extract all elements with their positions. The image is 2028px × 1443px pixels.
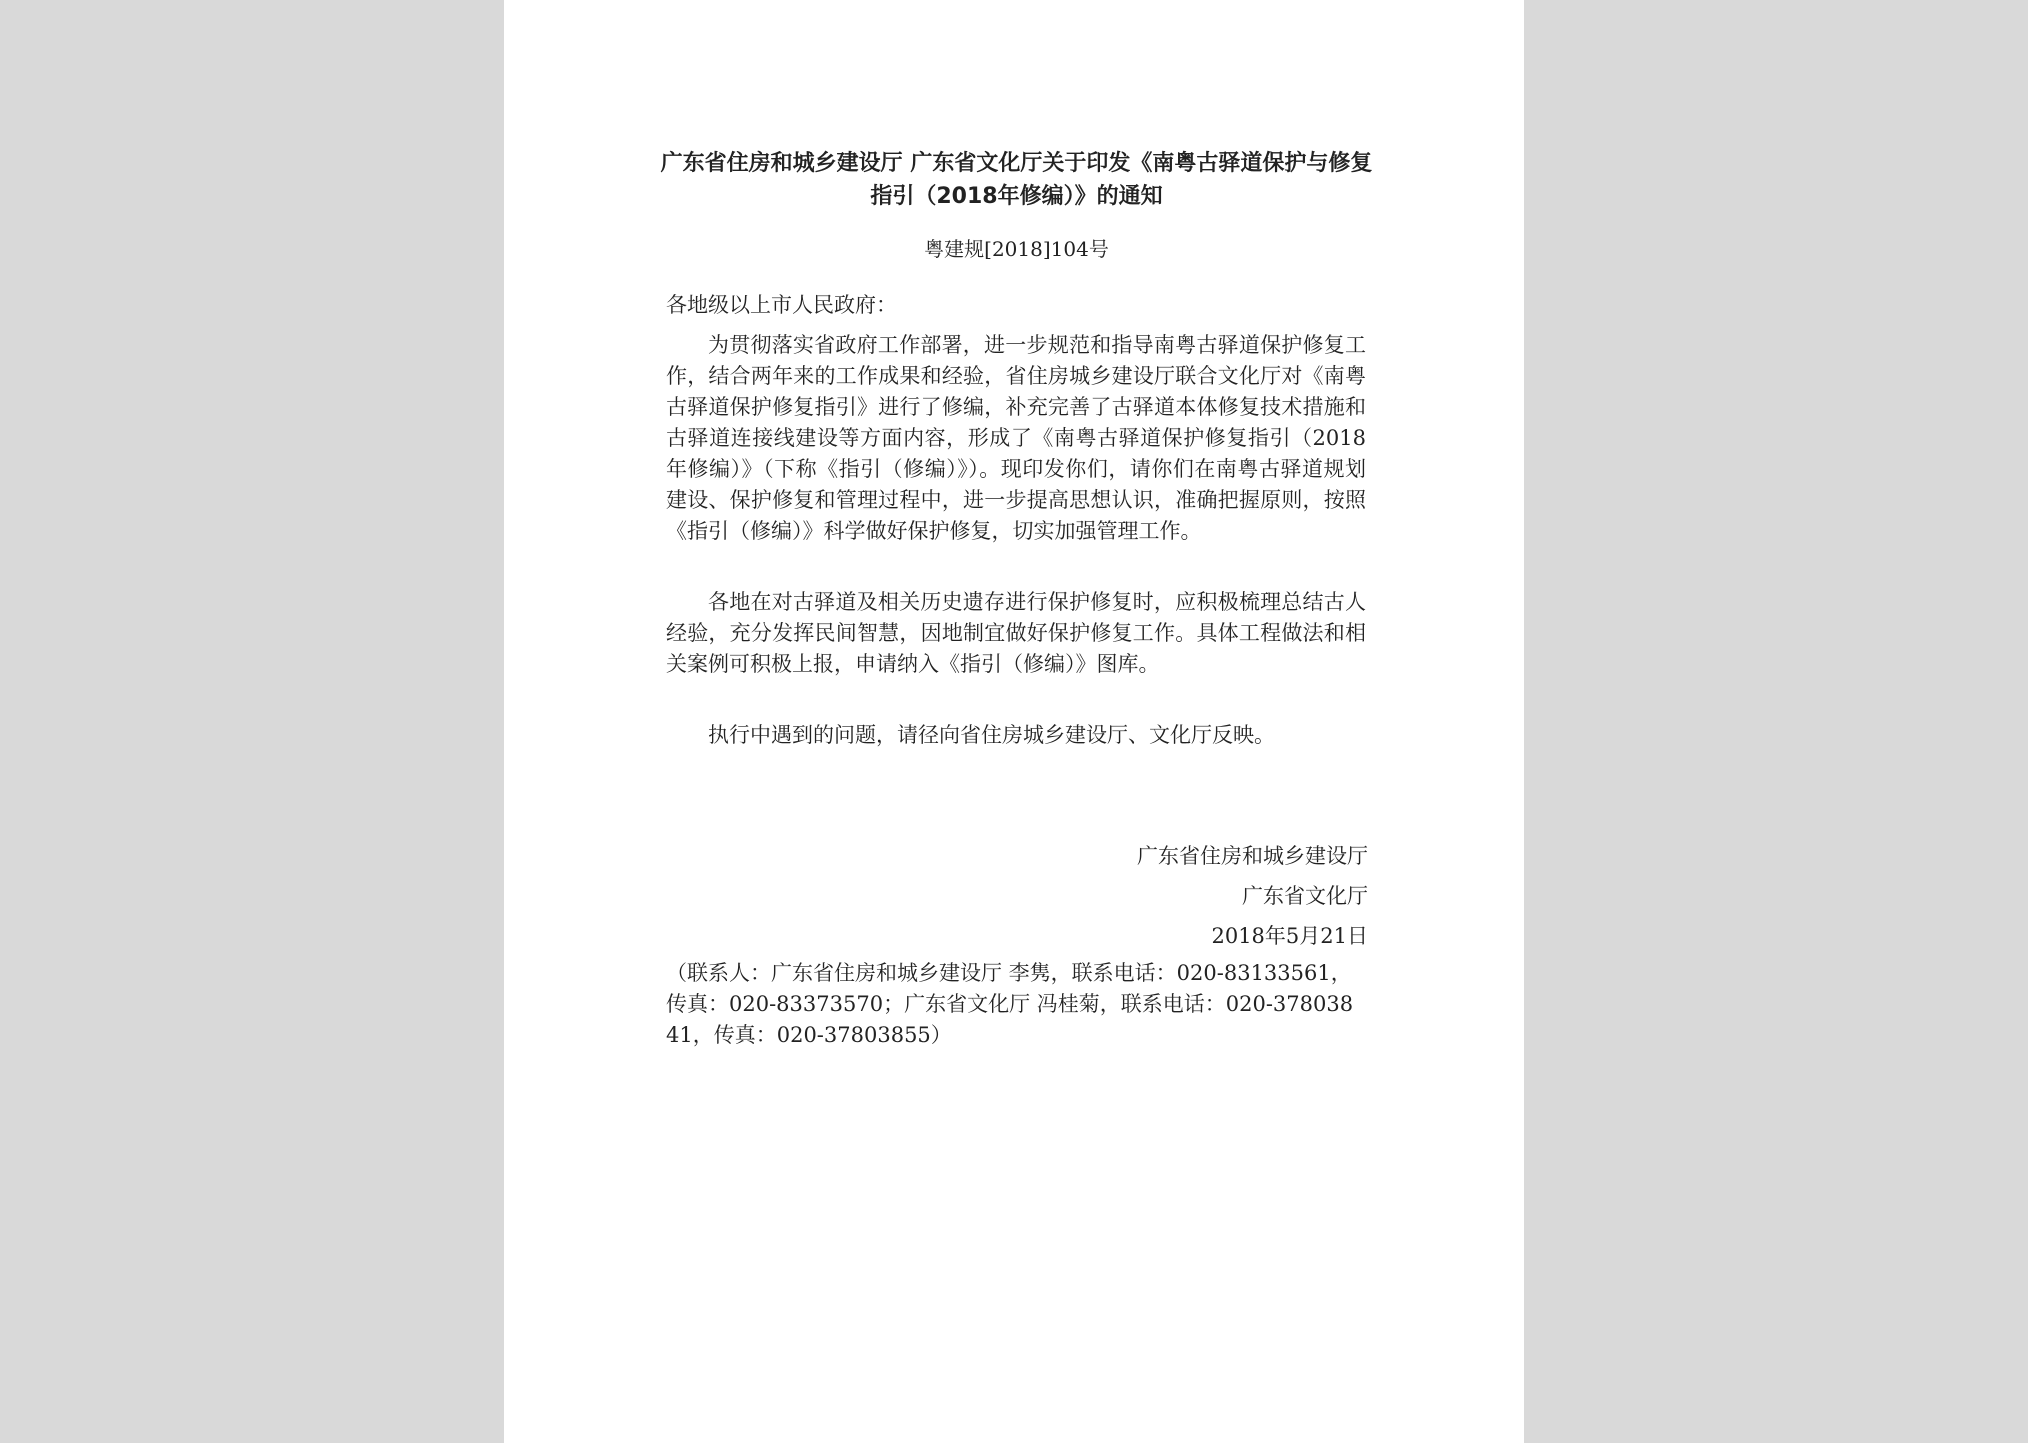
signature-issuer-culture: 广东省文化厅 [1242, 884, 1368, 908]
document-title: 广东省住房和城乡建设厅 广东省文化厅关于印发《南粤古驿道保护与修复指引（2018年修编）》的通知 [660, 151, 1373, 209]
body-paragraph-3: 执行中遇到的问题，请径向省住房城乡建设厅、文化厅反映。 [708, 723, 1275, 747]
salutation: 各地级以上市人民政府： [666, 293, 897, 317]
body-paragraph-2: 各地在对古驿道及相关历史遗存进行保护修复时，应积极梳理总结古人经验，充分发挥民间智慧，因地制宜做好保护修复工作。具体工程做法和相关案例可积极上报，申请纳入《指引（修编）》图库。 [666, 590, 1366, 676]
document-number: 粤建规[2018]104号 [924, 237, 1109, 261]
signature-date: 2018年5月21日 [1211, 924, 1368, 948]
contact-info: （联系人：广东省住房和城乡建设厅 李隽，联系电话：020-83133561，传真：020-83373570；广东省文化厅 冯桂菊，联系电话：020-37803841，传真：020-37803855） [666, 961, 1354, 1047]
body-paragraph-1: 为贯彻落实省政府工作部署，进一步规范和指导南粤古驿道保护修复工作，结合两年来的工作成果和经验，省住房城乡建设厅联合文化厅对《南粤古驿道保护修复指引》进行了修编，补充完善了古驿道本体修复技术措施和古驿道连接线建设等方面内容，形成了《南粤古驿道保护修复指引（2018年修编）》（下称《指引（修编）》）。现印发你们，请你们在南粤古驿道规划建设、保护修复和管理过程中，进一步提高思想认识，准确把握原则，按照《指引（修编）》科学做好保护修复，切实加强管理工作。 [666, 333, 1366, 543]
signature-issuer-housing: 广东省住房和城乡建设厅 [1137, 844, 1368, 868]
document-page [504, 0, 1524, 1443]
